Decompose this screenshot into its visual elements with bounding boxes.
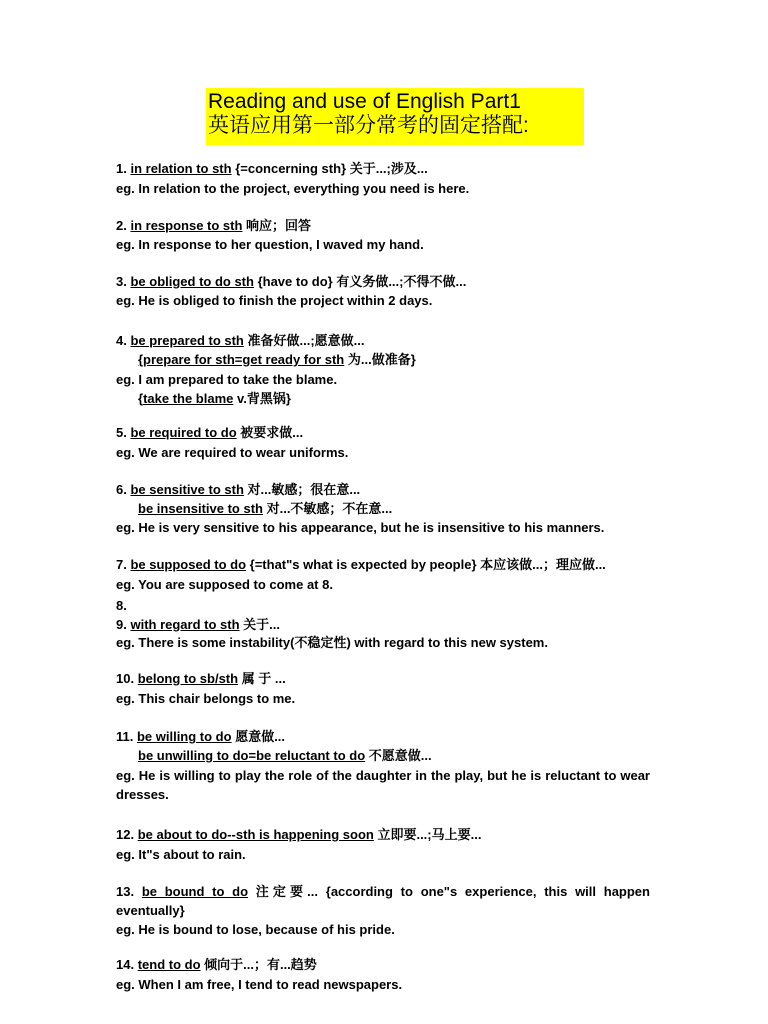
item-5-example: eg. We are required to wear uniforms. <box>116 445 349 460</box>
item-5-phrase: be required to do <box>130 425 237 440</box>
item-14-example: eg. When I am free, I tend to read newspapers. <box>116 977 403 992</box>
item-11-subline: be unwilling to do=be reluctant to do 不愿意做... <box>138 748 432 763</box>
item-2-example: eg. In response to her question, I waved my hand. <box>116 237 424 252</box>
item-3-heading: 3. be obliged to do sth {have to do} 有义务做...;不得不做... <box>116 274 467 289</box>
item-6-example: eg. He is very sensitive to his appearance, but he is insensitive to his manners. <box>116 520 605 535</box>
item-9-phrase: with regard to sth <box>130 617 240 632</box>
item-14-phrase: tend to do <box>137 957 201 972</box>
item-11-phrase: be willing to do <box>136 729 232 744</box>
item-3-example: eg. He is obliged to finish the project within 2 days. <box>116 293 433 308</box>
title-line-1: Reading and use of English Part1 <box>208 90 521 113</box>
item-2-heading: 2. in response to sth 响应；回答 <box>116 218 312 233</box>
item-4-example: eg. I am prepared to take the blame. <box>116 372 338 387</box>
item-13-heading: 13. be bound to do 注定要... {according to one"s experience, this will happen eventually} <box>116 884 650 918</box>
item-1-phrase: in relation to sth <box>130 161 232 176</box>
item-11-example: eg. He is willing to play the role of the daughter in the play, but he is reluctant to wear dresses. <box>116 768 650 802</box>
item-9-heading: 9. with regard to sth 关于... <box>116 617 280 632</box>
item-6-subline: be insensitive to sth 对...不敏感；不在意... <box>138 501 393 516</box>
item-10-example: eg. This chair belongs to me. <box>116 691 296 706</box>
item-1-heading: 1. in relation to sth {=concerning sth} 关于...;涉及... <box>116 161 428 176</box>
item-12-phrase: be about to do--sth is happening soon <box>137 827 374 842</box>
item-10-phrase: belong to sb/sth <box>137 671 239 686</box>
item-8-number: 8. <box>116 598 127 613</box>
item-3-phrase: be obliged to do sth <box>130 274 254 289</box>
item-13-phrase: be bound to do <box>141 884 249 899</box>
title-line-2: 英语应用第一部分常考的固定搭配: <box>208 114 529 137</box>
item-7-example: eg. You are supposed to come at 8. <box>116 577 333 592</box>
item-7-heading: 7. be supposed to do {=that"s what is expected by people} 本应该做...；理应做... <box>116 557 606 572</box>
item-4-phrase: be prepared to sth <box>130 333 244 348</box>
item-12-heading: 12. be about to do--sth is happening soon 立即要...;马上要... <box>116 827 482 842</box>
item-6-phrase: be sensitive to sth <box>130 482 244 497</box>
item-1-example: eg. In relation to the project, everything you need is here. <box>116 181 470 196</box>
item-9-example: eg. There is some instability(不稳定性) with regard to this new system. <box>116 635 548 650</box>
item-12-example: eg. It"s about to rain. <box>116 847 246 862</box>
item-14-heading: 14. tend to do 倾向于...；有...趋势 <box>116 957 317 972</box>
item-11-heading: 11. be willing to do 愿意做... <box>116 729 286 744</box>
item-4-subline: {prepare for sth=get ready for sth 为...做准备} <box>138 352 416 367</box>
item-7-phrase: be supposed to do <box>130 557 247 572</box>
item-13-example: eg. He is bound to lose, because of his pride. <box>116 922 395 937</box>
item-6-heading: 6. be sensitive to sth 对...敏感；很在意... <box>116 482 361 497</box>
item-4-note: {take the blame v.背黑锅} <box>138 391 291 406</box>
item-10-heading: 10. belong to sb/sth 属 于 ... <box>116 671 286 686</box>
item-5-heading: 5. be required to do 被要求做... <box>116 425 304 440</box>
item-2-phrase: in response to sth <box>130 218 243 233</box>
title-highlight <box>206 88 584 145</box>
item-4-heading: 4. be prepared to sth 准备好做...;愿意做... <box>116 333 365 348</box>
